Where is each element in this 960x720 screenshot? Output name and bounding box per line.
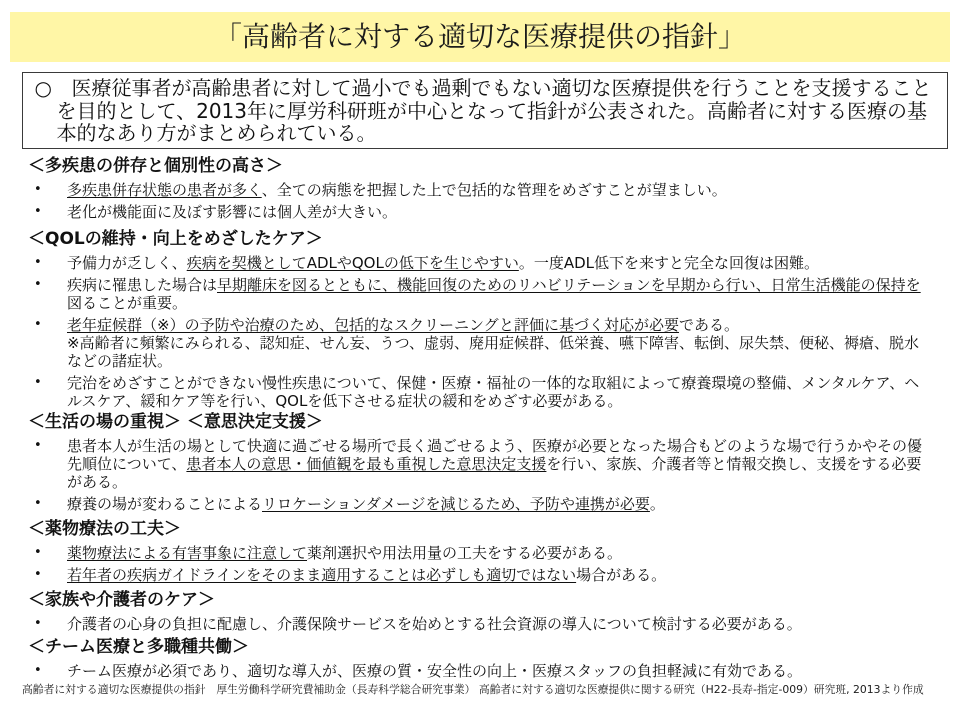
page-title: 「高齢者に対する適切な医療提供の指針」 [213,20,746,53]
underlined-text: 早期離床を図るとともに、機能回復のためのリハビリテーションを早期から行い、日常生活機能の保持を [217,276,921,294]
bullet-marker: • [34,317,42,332]
list-item [34,662,929,680]
section-heading: ＜チーム医療と多職種共働＞ [28,637,249,657]
bullet-marker: • [34,663,42,678]
section-family-caregiver-care [0,589,960,633]
underlined-text: 多疾患併存状態の患者が多く [67,181,262,199]
section-heading: ＜QOLの維持・向上をめざしたケア＞ [28,229,323,249]
item-text: 、全ての病態を把握した上で包括的な管理をめざすことが望ましい。 [261,181,727,199]
list-item [34,615,929,633]
item-text: 。一度ADL低下を来すと完全な回復は困難。 [518,254,820,272]
section-multimorbidity [0,155,960,221]
section-heading: ＜生活の場の重視＞ ＜意思決定支援＞ [28,412,323,432]
list-item [34,276,929,312]
intro-text: 医療従事者が高齢患者に対して過小でも過剰でもない適切な医療提供を行うことを支援することを目的として、2013年に厚労科研班が中心となって指針が公表された。高齢者に対する医療の基本的なあり方がまとめられている。 [56,76,932,145]
bullet-marker: • [34,255,42,270]
section-heading: ＜薬物療法の工夫＞ [28,519,181,539]
list-item [34,566,929,584]
intro-box [22,72,948,149]
item-text: 疾病に罹患した場合は [67,276,218,294]
bullet-marker: • [34,567,42,582]
item-text: 介護者の心身の負担に配慮し、介護保険サービスを始めとする社会資源の導入について検討する必要がある。 [67,615,802,633]
list-item [34,254,929,272]
list-item [34,203,929,221]
section-heading: ＜家族や介護者のケア＞ [28,590,215,610]
item-text: 予備力が乏しく、 [67,254,187,272]
item-text: 患者本人が生活の場として快適に過ごせる場所で長く過ごせるよう、医療が必要となった場合もどのような場で行うかやその優先順位について、 [67,437,923,473]
source-footnote: 高齢者に対する適切な医療提供の指針 厚生労働科学研究費補助金（長寿科学総合研究事業） 高齢者に対する適切な医療提供に関する研究（H22-長寿-指定-009）研究班, 2013より作成 [22,683,924,696]
list-item [34,374,929,410]
item-text: 療養の場が変わることによる [67,495,263,513]
bullet-marker: • [34,496,42,511]
list-item [34,495,929,513]
bullet-marker: • [34,182,42,197]
bullet-marker: • [34,277,42,292]
bullet-marker: • [34,375,42,390]
bullet-marker: • [34,438,42,453]
underlined-text: 若年者の疾病ガイドラインをそのまま適用することは必ずしも適切ではない [67,566,577,584]
section-team-care [0,636,960,680]
underlined-text: 老年症候群（※）の予防や治療のため、包括的なスクリーニングと評価に基づく対応が必要 [67,316,679,334]
underlined-text: リロケーションダメージを減じるため、予防や連携が必要 [262,495,650,513]
item-text: 場合がある。 [576,566,667,584]
footnote-text: ※高齢者に頻繁にみられる、認知症、せん妄、うつ、虚弱、廃用症候群、低栄養、嚥下障害、転倒、尿失禁、便秘、褥瘡、脱水などの諸症状。 [67,334,919,370]
intro-marker: ○ [34,76,52,100]
item-text: 完治をめざすことができない慢性疾患について、保健・医療・福祉の一体的な取組によって療養環境の整備、メンタルケア、ヘルスケア、緩和ケア等を行い、QOLを低下させる症状の緩和をめざす必要がある。 [67,374,920,410]
section-qol-care [0,228,960,410]
list-item [34,544,929,562]
item-text: チーム医療が必須であり、適切な導入が、医療の質・安全性の向上・医療スタッフの負担軽減に有効である。 [67,662,803,680]
list-item [34,316,929,370]
underlined-text: 薬物療法による有害事象に注意して [67,544,308,562]
section-pharmacotherapy [0,518,960,584]
bullet-marker: • [34,545,42,560]
section-heading: ＜多疾患の併存と個別性の高さ＞ [28,156,283,176]
item-text: 。 [649,495,665,513]
title-bar [10,12,950,62]
item-text: 老化が機能面に及ぼす影響には個人差が大きい。 [67,203,398,221]
item-text: である。 [678,316,739,334]
underlined-text: 疾病を契機としてADLやQOLの低下を生じやすい [186,254,519,272]
bullet-marker: • [34,204,42,219]
list-item [34,437,929,491]
bullet-marker: • [34,616,42,631]
underlined-text: 患者本人の意思・価値観を最も重視した意思決定支援 [186,455,547,473]
item-text: を行い、家族、介護者等と情報交換し、支援をする必要がある。 [67,455,922,491]
list-item [34,181,929,199]
item-text: 図ることが重要。 [67,294,188,312]
section-living-place-decision-support [0,411,960,513]
item-text: 薬剤選択や用法用量の工夫をする必要がある。 [307,544,623,562]
